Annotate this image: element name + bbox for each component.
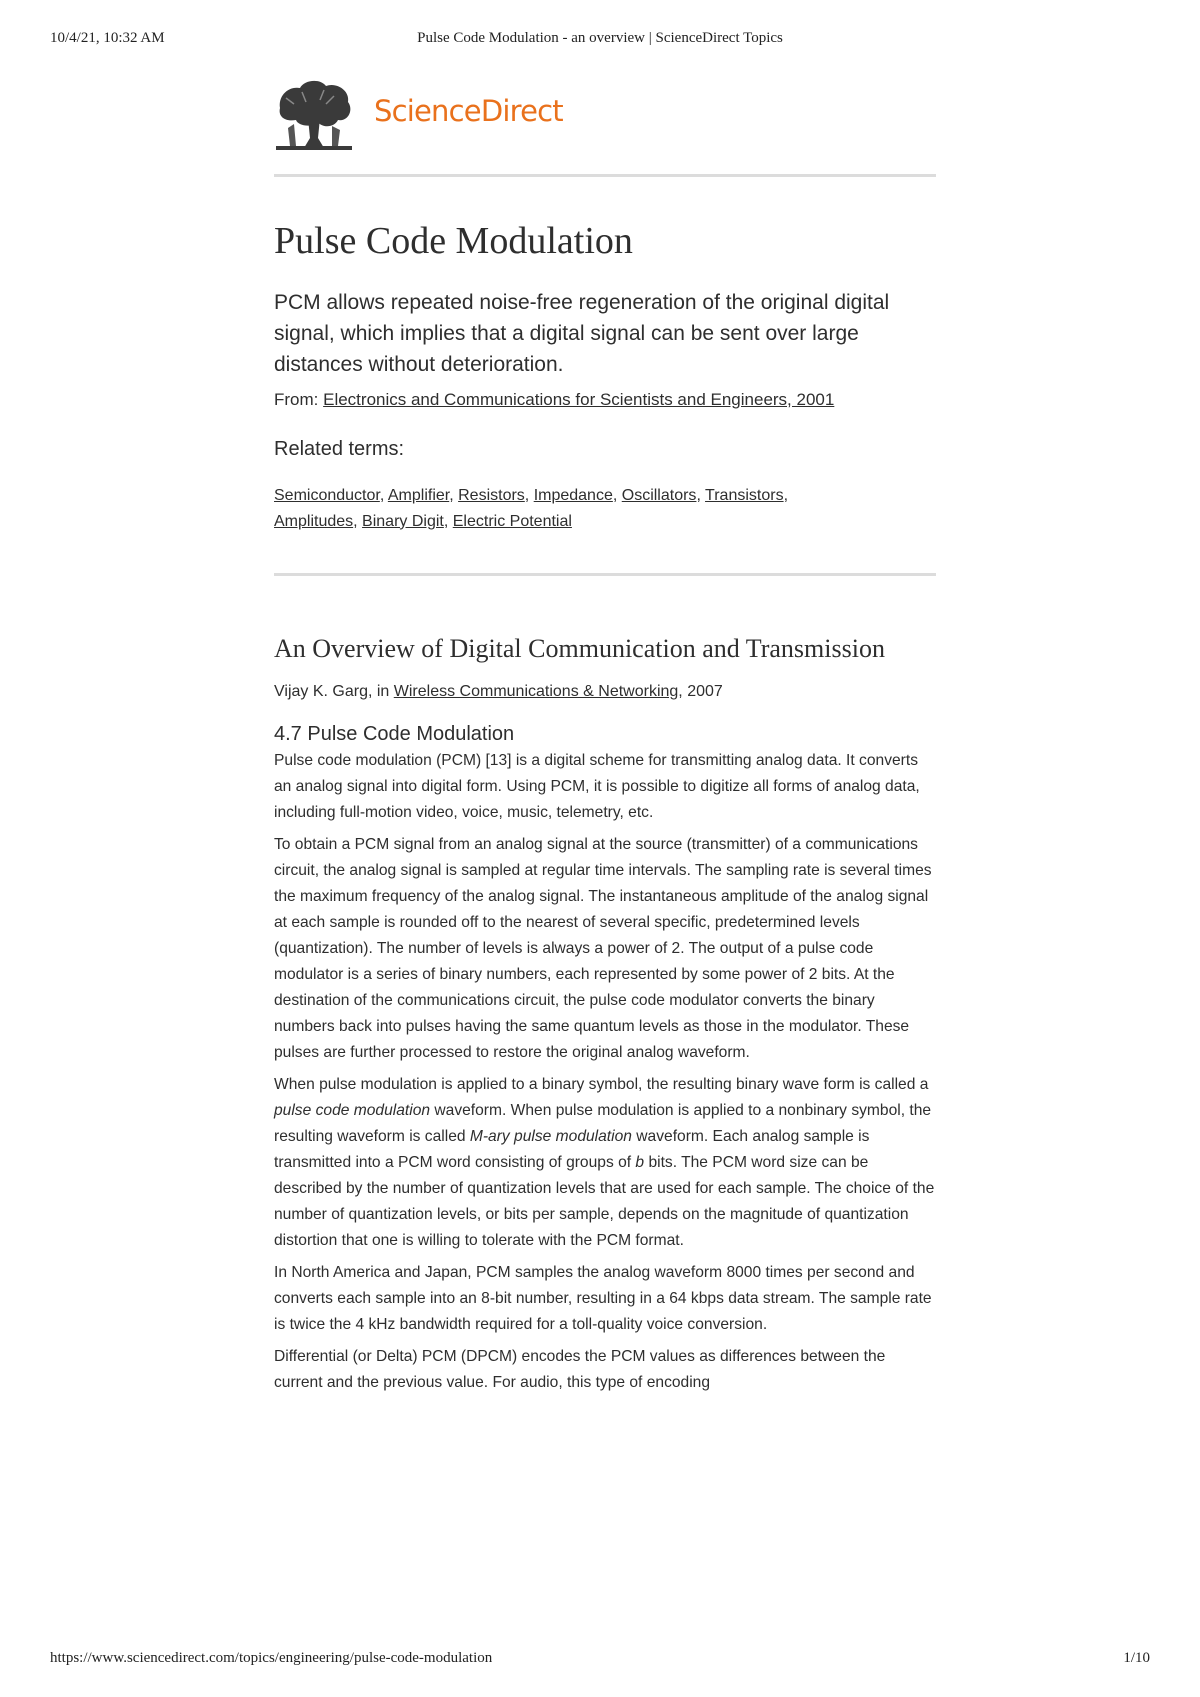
related-term-link[interactable]: Binary Digit xyxy=(362,512,444,530)
page-title: Pulse Code Modulation xyxy=(274,220,633,262)
related-terms-heading: Related terms: xyxy=(274,437,405,460)
related-term-link[interactable]: Resistors xyxy=(458,486,525,504)
print-page-number: 1/10 xyxy=(1123,1650,1150,1666)
paragraph: In North America and Japan, PCM samples the analog waveform 8000 times per second and converts each sample into an 8-bit number, resulting in a 64 kbps data stream. The sample rate is twice the 4 kHz bandwidth required for a toll-quality voice conversion. xyxy=(274,1263,932,1333)
author-name: Vijay K. Garg, in xyxy=(274,682,394,700)
related-term-link[interactable]: Amplifier xyxy=(387,486,450,504)
article-byline xyxy=(274,683,936,701)
section-divider xyxy=(274,573,936,576)
brand-header xyxy=(274,78,936,158)
from-label: From: xyxy=(274,389,324,409)
emphasis: M-ary pulse modulation xyxy=(469,1127,632,1145)
print-url: https://www.sciencedirect.com/topics/engineering/pulse-code-modulation xyxy=(50,1650,493,1666)
book-link[interactable]: Wireless Communications & Networking xyxy=(393,682,679,700)
print-header xyxy=(0,30,1200,52)
related-term-link[interactable]: Transistors xyxy=(705,486,784,504)
paragraph: To obtain a PCM signal from an analog signal at the source (transmitter) of a communications circuit, the analog signal is sampled at regular time intervals. The sampling rate is several times the maximum frequency of the analog signal. The instantaneous amplitude of the analog signal at each sample is rounded off to the nearest of several specific, predetermined levels (quantization). The number of levels is always a power of 2. The output of a pulse code modulator is a series of binary numbers, each represented by some power of 2 bits. At the destination of the communications circuit, the pulse code modulator converts the binary numbers back into pulses having the same quantum levels as those in the modulator. These pulses are further processed to restore the original analog waveform. xyxy=(274,835,932,1061)
paragraph: Pulse code modulation (PCM) [13] is a digital scheme for transmitting analog data. It converts an analog signal into digital form. Using PCM, it is possible to digitize all forms of analog data, including full-motion video, voice, music, telemetry, etc. xyxy=(274,751,920,821)
print-datetime: 10/4/21, 10:32 AM xyxy=(50,30,165,46)
related-terms-list: Semiconductor, Amplifier, Resistors, Impedance, Oscillators, Transistors, Amplitudes, Binary Digit, Electric Potential xyxy=(274,486,789,530)
paragraph-truncated: Differential (or Delta) PCM (DPCM) encodes the PCM values as differences between the current and the previous value. For audio, this type of encoding xyxy=(274,1347,886,1391)
brand-name[interactable]: ScienceDirect xyxy=(374,94,563,128)
publication-year: , 2007 xyxy=(678,682,723,700)
main-content xyxy=(274,78,936,1398)
emphasis: pulse code modulation xyxy=(274,1101,431,1119)
related-term-link[interactable]: Oscillators xyxy=(621,486,697,504)
article-title[interactable]: An Overview of Digital Communication and Transmission xyxy=(274,633,885,663)
print-page-title: Pulse Code Modulation - an overview | ScienceDirect Topics xyxy=(417,30,783,46)
source-book-link[interactable]: Electronics and Communications for Scientists and Engineers, 2001 xyxy=(323,389,835,409)
related-term-link[interactable]: Amplitudes xyxy=(274,512,354,530)
subsection-heading: 4.7 Pulse Code Modulation xyxy=(274,722,515,745)
related-term-link[interactable]: Semiconductor xyxy=(274,486,380,504)
paragraph: When pulse modulation is applied to a binary symbol, the resulting binary wave form is called a pulse code modulation waveform. When pulse modulation is applied to a nonbinary symbol, the resulting waveform is called M-ary pulse modulation waveform. Each analog sample is transmitted into a PCM word consisting of groups of b bits. The PCM word size can be described by the number of quantization levels that are used for each sample. The choice of the number of quantization levels, or bits per sample, depends on the magnitude of quantization distortion that one is willing to tolerate with the PCM format. xyxy=(274,1075,935,1249)
definition-source xyxy=(274,390,936,410)
print-footer xyxy=(0,1650,1200,1672)
header-divider xyxy=(274,174,936,177)
elsevier-tree-logo-icon[interactable] xyxy=(274,78,354,152)
related-term-link[interactable]: Impedance xyxy=(533,486,613,504)
topic-definition: PCM allows repeated noise-free regeneration of the original digital signal, which implies that a digital signal can be sent over large distances without deterioration. xyxy=(274,290,890,376)
emphasis: b xyxy=(635,1153,645,1171)
related-term-link[interactable]: Electric Potential xyxy=(452,512,572,530)
